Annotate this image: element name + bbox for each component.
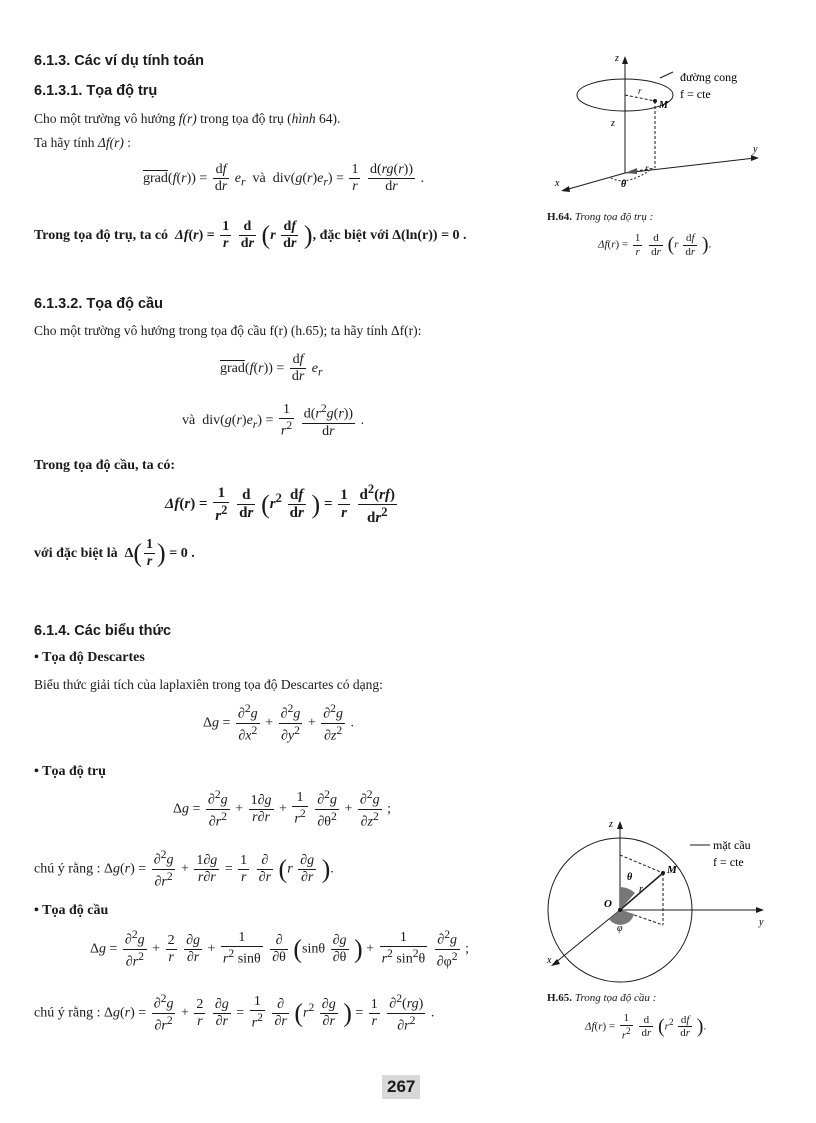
paragraph-cyl-intro: Cho một trường vô hướng f(r) trong tọa độ trụ (hình 64). (34, 111, 341, 126)
fig65-phi-label: φ (617, 923, 623, 934)
equation-laplacian-spherical: Δg = $\frac{\partial^2g}{\partial r^2}$ + $\frac{2}{r}$ $\frac{\partial g}{\partial r}$ + $\frac{1}{r^2 \sin\theta}$ $\frac{\partial}{\partial\theta}$ (sinθ $\frac{\partial g}{\partial\theta}$ ) + $\frac{1}{r^2 \sin^2\theta}$ $\frac{\partial^2g}{\partial\varphi^2}$ ; (90, 928, 469, 970)
figure-h65-formula: Δf(r) = $\frac{1}{r^2}$ $\frac{d}{dr}$ ($r^2$ $\frac{df}{dr}$ ). (585, 1012, 707, 1042)
equation-sph-laplacian-result: Δf(r) = $\frac{1}{r^2}$ $\frac{d}{dr}$ ($r^2$ $\frac{df}{dr}$ ) = $\frac{1}{r}$ $\frac{d^2(rf)}{dr^2}$ (165, 482, 395, 527)
equation-cyl-radial-note: chú ý rằng : Δg(r) = $\frac{\partial^2g}{\partial r^2}$ + $\frac{1\partial g}{r\partial r}$ = $\frac{1}{r}$ $\frac{\partial}{\partial r}$ (r $\frac{\partial g}{\partial r}$ ). (34, 848, 334, 890)
equation-laplacian-cylindrical: Δg = $\frac{\partial^2g}{\partial r^2}$ + $\frac{1\partial g}{r\partial r}$ + $\frac{1}{r^2}$ $\frac{\partial^2g}{\partial\theta^2}$ + $\frac{\partial^2g}{\partial z^2}$ ; (173, 788, 391, 830)
figure-h64-cylindrical (545, 48, 785, 208)
equation-sph-grad: grad(f(r)) = $\frac{df}{dr}$ $e_r$ (220, 352, 323, 385)
fig64-fcte-label: f = cte (680, 87, 711, 101)
fig65-theta-label: θ (627, 872, 633, 883)
fig65-z-label: z (609, 819, 613, 830)
bullet-spherical: • Tọa độ cầu (34, 903, 109, 918)
fig65-O-label: O (604, 898, 612, 910)
paragraph-descartes: Biểu thức giải tích của laplaxiên trong tọa độ Descartes có dạng: (34, 677, 383, 692)
fig64-y-label: y (753, 144, 758, 155)
fig65-fcte-label: f = cte (713, 855, 744, 869)
cyl-result-line: Trong tọa độ trụ, ta có Δf(r) = $\frac{1}{r}$ $\frac{d}{dr}$ (r $\frac{df}{dr}$ ), đặc biệt với Δ(ln(r)) = 0 . (34, 219, 467, 252)
bullet-cylindrical: • Tọa độ trụ (34, 764, 106, 779)
subsection-heading-6-1-3-1: 6.1.3.1. Tọa độ trụ (34, 83, 158, 99)
bullet-descartes: • Tọa độ Descartes (34, 650, 145, 665)
sph-special-line: với đặc biệt là Δ( $\frac{1}{r}$ ) = 0 . (34, 537, 195, 570)
figure-h65-spherical (535, 815, 795, 985)
fig64-x-label: x (555, 178, 560, 189)
fig65-sphere-label: mặt cầu (713, 838, 751, 852)
fig64-theta-label: θ (621, 179, 627, 190)
subsection-heading-6-1-3-2: 6.1.3.2. Tọa độ cầu (34, 296, 163, 312)
equation-laplacian-cartesian: Δg = $\frac{\partial^2g}{\partial x^2}$ + $\frac{\partial^2g}{\partial y^2}$ + $\frac{\partial^2g}{\partial z^2}$ . (203, 702, 354, 744)
x-axis (565, 173, 625, 190)
fig64-M-label: M (659, 100, 668, 111)
equation-cyl-grad-div: grad(f(r)) = $\frac{df}{dr}$ $e_r$ và $div(g(r)e_r)$ = $\frac{1}{r}$ $\frac{d(rg(r))}{dr}$ . (143, 162, 424, 195)
fig65-x-label: x (547, 955, 552, 966)
figure-h64-formula: Δf(r) = $\frac{1}{r}$ $\frac{d}{dr}$ (r $\frac{df}{dr}$ ). (598, 232, 712, 258)
fig64-r-label: r (638, 86, 642, 96)
fig64-z-label: z (615, 53, 619, 64)
fig64-z-level: z (611, 118, 615, 129)
paragraph-cyl-compute: Ta hãy tính Δf(r) : (34, 135, 131, 150)
equation-sph-radial-note: chú ý rằng : Δg(r) = $\frac{\partial^2g}{\partial r^2}$ + $\frac{2}{r}$ $\frac{\partial g}{\partial r}$ = $\frac{1}{r^2}$ $\frac{\partial}{\partial r}$ ($r^2$ $\frac{\partial g}{\partial r}$ ) = $\frac{1}{r}$ $\frac{\partial^2(rg)}{\partial r^2}$ . (34, 992, 435, 1034)
fig65-y-label: y (759, 917, 764, 928)
section-heading-6-1-3: 6.1.3. Các ví dụ tính toán (34, 53, 205, 69)
page-number: 267 (382, 1075, 420, 1099)
fig64-r-label-base: r (645, 163, 649, 173)
section-heading-6-1-4: 6.1.4. Các biểu thức (34, 623, 172, 639)
sph-result-heading: Trong tọa độ cầu, ta có: (34, 458, 176, 473)
fig65-r-label: r (639, 884, 643, 895)
paragraph-sph-intro: Cho một trường vô hướng trong tọa độ cầu f(r) (h.65); ta hãy tính Δf(r): (34, 323, 422, 338)
x-axis (555, 910, 620, 963)
fig64-curve-label: đường cong (680, 70, 738, 84)
equation-sph-div: và $div(g(r)e_r)$ = $\frac{1}{r^2}$ $\frac{d(r^2g(r))}{dr}$ . (182, 402, 365, 439)
fig65-M-label: M (667, 864, 677, 876)
figure-h64-caption: H.64. Trong tọa độ trụ : (547, 211, 654, 223)
figure-h65-caption: H.65. Trong tọa độ cầu : (547, 992, 657, 1004)
